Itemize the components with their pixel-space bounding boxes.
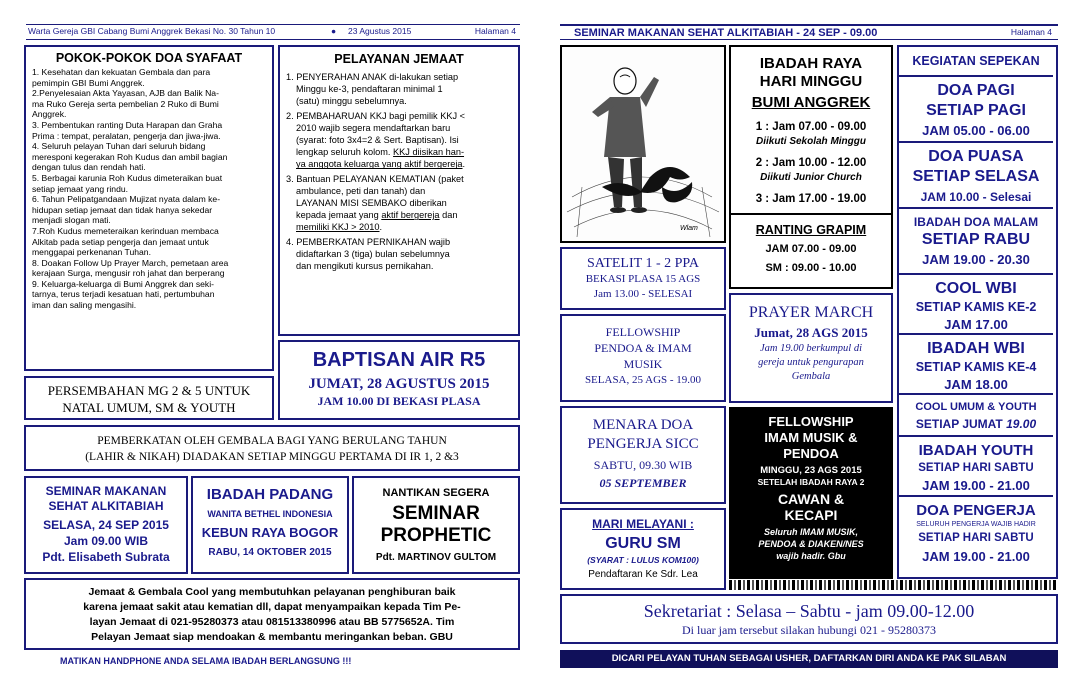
prayer-march-note-2: gereja untuk pengurapan (758, 357, 864, 368)
satellite-box (560, 247, 726, 310)
fellowship-prayer-box (560, 314, 726, 402)
prayer-point-line: menggapai perkenanan Tuhan. (32, 247, 151, 258)
cartoon-signature: Wlam (680, 225, 698, 232)
header-bullet: ● (331, 26, 337, 36)
comfort-line-3: layan Jemaat di 021-95280373 atau 081513380996 atau BB 5775652A. Tim (89, 616, 455, 628)
blessing-box (24, 425, 520, 471)
prayer-point-line: 1. Kesehatan dan kekuatan Gembala dan para (32, 67, 211, 77)
prayer-points-title: POKOK-POKOK DOA SYAFAAT (55, 51, 243, 65)
prayer-point-line: 9. Keluarga-keluarga di Bumi Anggrek dan seki- (32, 278, 215, 289)
prayer-point-line: meresponi kegerakan Roh Kudus dan ambil bagian (32, 151, 228, 162)
prayer-point-line: tarnya, terus terjadi kesatuan hati, pertumbuhan (32, 289, 215, 300)
decorative-pattern-strip (729, 580, 1058, 590)
blessing-line-1: PEMBERKATAN OLEH GEMBALA BAGI YANG BERULANG TAHUN (97, 435, 447, 447)
weekly-title: KEGIATAN SEPEKAN (899, 47, 1053, 77)
left-page-header (26, 24, 520, 40)
prayer-point-line: Prima : tempat, peralatan, pengerja dan jiwa-jiwa. (32, 130, 221, 141)
prayer-point-line: 3. Pembentukan ranting Duta Harapan dan Graha (32, 119, 223, 130)
prayer-point-line: 8. Doakan Follow Up Prayer March, pemetaan area (32, 257, 229, 268)
prayer-point-line: setiap jemaat yang rindu. (32, 183, 129, 194)
prayer-point-line: ma Ruko Gereja serta pembelian 2 Ruko di Bumi (32, 98, 219, 109)
seminar-date: SELASA, 24 SEP 2015 (43, 518, 169, 532)
prayer-point-line: 6. Tahun Pelipatgandaan Mujizat nyata dalam ke- (32, 194, 221, 205)
prayer-tower-time: SABTU, 09.30 WIB (593, 458, 693, 472)
weekly-activities-box (897, 45, 1058, 579)
comfort-line-2: karena jemaat sakit atau kematian dll, dapat menyampaikan kepada Tim Pe- (83, 601, 461, 613)
right-header-title: SEMINAR MAKANAN SEHAT ALKITABIAH - 24 SEP - 09.00 (574, 27, 878, 39)
baptism-date: JUMAT, 28 AGUSTUS 2015 (308, 376, 490, 392)
prayer-point-line: hidupan setiap jemaat dan tidak hanya sekedar (32, 204, 213, 215)
prayer-point-line: 7.Roh Kudus memeteraikan kerinduan membaca (32, 225, 219, 236)
prayer-tower-title-1: MENARA DOA (592, 417, 694, 433)
branch-time-1: JAM 07.00 - 09.00 (765, 243, 857, 255)
service-1-note: Diikuti Sekolah Minggu (755, 136, 866, 147)
services-title: PELAYANAN JEMAAT (334, 52, 464, 66)
seminar-box (24, 476, 188, 574)
outdoor-service-org: WANITA BETHEL INDONESIA (207, 509, 333, 519)
prayer-point-line: Alkitab pada setiap pengerja dan jemaat untuk (32, 236, 209, 247)
bulletin-title: Warta Gereja GBI Cabang Bumi Anggrek Bekasi No. 30 Tahun 10 (28, 26, 276, 36)
page-number: Halaman 4 (474, 26, 516, 36)
prophetic-seminar-box (352, 476, 520, 574)
prayer-points-box (24, 45, 274, 371)
branch-time-2: SM : 09.00 - 10.00 (765, 262, 857, 274)
secretariat-box (560, 594, 1058, 644)
secretariat-hours: Sekretariat : Selasa – Sabtu - jam 09.00-12.00 (643, 601, 975, 621)
music-fellowship-title-1: FELLOWSHIP (768, 414, 854, 429)
prayer-point-line: 4. Seluruh pelayan Tuhan dari seluruh bidang (32, 141, 206, 152)
prayer-point-line: 5. Berbagai karunia Roh Kudus dimeteraikan buat (32, 172, 223, 183)
seminar-speaker: Pdt. Elisabeth Subrata (42, 550, 170, 564)
activity-cool-wbi: COOL WBI SETIAP KAMIS KE-2 JAM 17.00 (899, 275, 1053, 335)
volunteer-requirement: (SYARAT : LULUS KOM100) (587, 555, 699, 565)
comfort-line-4: Pelayan Jemaat siap mendoakan & membantu meringankan beban. GBU (91, 631, 453, 643)
fellowship-prayer-date: SELASA, 25 AGS - 19.00 (584, 374, 702, 386)
right-page-number: Halaman 4 (1010, 27, 1052, 37)
sunday-service-title-1: IBADAH RAYA (759, 55, 863, 72)
sunday-service-box (729, 45, 893, 289)
baptism-box (278, 340, 520, 420)
music-fellowship-box (729, 407, 893, 579)
fellowship-prayer-title-1: FELLOWSHIP (605, 325, 681, 339)
outdoor-service-box (191, 476, 349, 574)
music-fellowship-note-3: wajib hadir. Gbu (776, 551, 846, 561)
prayer-point-line: pemimpin GBI Bumi Anggrek. (32, 77, 145, 88)
prayer-point-line: dengan tulus dan rendah hati. (32, 162, 146, 173)
prophetic-speaker: Pdt. MARTINOV GULTOM (375, 552, 497, 563)
music-fellowship-title-3: PENDOA (783, 446, 839, 461)
activity-night-prayer: IBADAH DOA MALAM SETIAP RABU JAM 19.00 - 20.30 (899, 209, 1053, 275)
service-2-note: Diikuti Junior Church (760, 172, 862, 183)
offering-line-1: PERSEMBAHAN MG 2 & 5 UNTUK (47, 383, 251, 398)
prayer-march-title: PRAYER MARCH (748, 304, 874, 321)
offering-box (24, 376, 274, 420)
music-fellowship-time: SETELAH IBADAH RAYA 2 (757, 477, 865, 487)
baptism-title: BAPTISAN AIR R5 (312, 349, 486, 371)
comfort-line-1: Jemaat & Gembala Cool yang membutuhkan pelayanan penghiburan baik (88, 586, 456, 598)
service-item-2: 2. PEMBAHARUAN KKJ bagi pemilik KKJ < 2010 wajib segera mendaftarkan baru (syarat: foto 3x4=2 & Sert. Baptisan). Isi lengkap seluruh kolom. KKJ diisikan han- ya anggota keluarga yang aktif bergereja. (286, 110, 466, 170)
activity-youth-service: IBADAH YOUTH SETIAP HARI SABTU JAM 19.00 - 21.00 (899, 437, 1053, 497)
music-fellowship-theme-1: CAWAN & (777, 491, 845, 507)
volunteer-role: GURU SM (605, 535, 681, 552)
outdoor-service-date: RABU, 14 OKTOBER 2015 (208, 547, 332, 558)
outdoor-service-title: IBADAH PADANG (206, 486, 334, 503)
music-fellowship-theme-2: KECAPI (784, 507, 838, 523)
prayer-tower-box (560, 406, 726, 504)
music-fellowship-date: MINGGU, 23 AGS 2015 (760, 465, 862, 476)
right-footer-notice: DICARI PELAYAN TUHAN SEBAGAI USHER, DAFTARKAN DIRI ANDA KE PAK SILABAN (560, 650, 1058, 668)
blessing-line-2: (LAHIR & NIKAH) DIADAKAN SETIAP MINGGU PERTAMA DI IR 1, 2 &3 (85, 451, 459, 463)
prayer-point-line: iman dan saling mengasihi. (32, 300, 137, 311)
fellowship-prayer-title-2: PENDOA & IMAM (594, 341, 692, 355)
right-page-header (560, 24, 1058, 40)
activity-workers-prayer: DOA PENGERJA SELURUH PENGERJA WAJIB HADIR SETIAP HARI SABTU JAM 19.00 - 21.00 (916, 502, 1036, 564)
prayer-march-box (729, 293, 893, 403)
prayer-points-list (32, 67, 266, 311)
service-item-1: 1. PENYERAHAN ANAK di-lakukan setiap Minggu ke-3, pendaftaran minimal 1 (satu) minggu sebelumnya. (286, 72, 459, 107)
service-item-3: 3. Bantuan PELAYANAN KEMATIAN (paket ambulance, peti dan tanah) dan LAYANAN MISI SEMBAKO diberikan kepada jemaat yang aktif bergereja dan memiliki KKJ > 2010. (286, 173, 464, 233)
sunday-service-location: BUMI ANGGREK (751, 94, 871, 111)
service-item-4: 4. PEMBERKATAN PERNIKAHAN wajib didaftarkan 3 (tiga) bulan sebelumnya dan mengikuti kursus pernikahan. (286, 236, 451, 272)
seminar-title-2: SEHAT ALKITABIAH (48, 499, 164, 513)
volunteer-registration: Pendaftaran Ke Sdr. Lea (588, 569, 698, 580)
service-3-time: 3 : Jam 17.00 - 19.00 (755, 193, 867, 205)
prayer-point-line: kerajaan Surga, mengusir roh jahat dan berperang (32, 268, 225, 279)
prayer-point-line: menjadi slogan mati. (32, 215, 111, 226)
bulletin-date: 23 Agustus 2015 (348, 26, 412, 36)
prophetic-title-2: PROPHETIC (380, 525, 492, 546)
cartoon-box (560, 45, 726, 243)
left-footer-notice: MATIKAN HANDPHONE ANDA SELAMA IBADAH BERLANGSUNG !!! (60, 656, 352, 666)
music-fellowship-title-2: IMAM MUSIK & (764, 430, 858, 445)
volunteer-box (560, 508, 726, 590)
service-1-time: 1 : Jam 07.00 - 09.00 (755, 121, 867, 133)
prayer-march-note-3: Gembala (791, 371, 831, 382)
satellite-title: SATELIT 1 - 2 PPA (586, 256, 700, 271)
activity-morning-prayer: DOA PAGI SETIAP PAGI JAM 05.00 - 06.00 (899, 77, 1053, 143)
fellowship-prayer-title-3: MUSIK (623, 357, 663, 371)
activity-fasting-prayer: DOA PUASA SETIAP SELASA JAM 10.00 - Selesai (899, 143, 1053, 209)
prayer-march-date: Jumat, 28 AGS 2015 (754, 325, 868, 340)
sunday-service-title-2: HARI MINGGU (759, 73, 863, 90)
music-fellowship-note-2: PENDOA & DIAKEN/NES (758, 539, 864, 549)
outdoor-service-place: KEBUN RAYA BOGOR (201, 525, 339, 540)
seminar-title-1: SEMINAR MAKANAN (45, 484, 167, 498)
prayer-tower-title-2: PENGERJA SICC (587, 436, 699, 452)
secretariat-contact: Di luar jam tersebut silakan hubungi 021 - 95280373 (682, 623, 936, 637)
prayer-point-line: Anggrek. (32, 109, 67, 120)
activity-cool-youth: COOL UMUM & YOUTH SETIAP JUMAT 19.00 (899, 395, 1053, 437)
comfort-ministry-box (24, 578, 520, 650)
prophetic-teaser: NANTIKAN SEGERA (382, 487, 490, 499)
offering-line-2: NATAL UMUM, SM & YOUTH (62, 400, 236, 415)
prayer-point-line: 2.Penyelesaian Akta Yayasan, AJB dan Balik Na- (32, 88, 219, 99)
seminar-time: Jam 09.00 WIB (63, 534, 149, 548)
baptism-time-place: JAM 10.00 DI BEKASI PLASA (317, 394, 481, 408)
branch-title: RANTING GRAPIM (755, 223, 867, 237)
prayer-march-note-1: Jam 19.00 berkumpul di (759, 343, 863, 354)
satellite-time: Jam 13.00 - SELESAI (593, 288, 693, 300)
service-2-time: 2 : Jam 10.00 - 12.00 (755, 157, 867, 169)
activity-wbi-service: IBADAH WBI SETIAP KAMIS KE-4 JAM 18.00 (899, 335, 1053, 395)
cartoon-illustration (562, 47, 724, 241)
satellite-place: BEKASI PLASA 15 AGS (585, 273, 701, 285)
volunteer-title: MARI MELAYANI : (592, 517, 694, 531)
prayer-tower-date: 05 SEPTEMBER (599, 476, 687, 490)
music-fellowship-note-1: Seluruh IMAM MUSIK, (764, 527, 858, 537)
prophetic-title-1: SEMINAR (392, 503, 480, 524)
congregation-services-box (278, 45, 520, 336)
